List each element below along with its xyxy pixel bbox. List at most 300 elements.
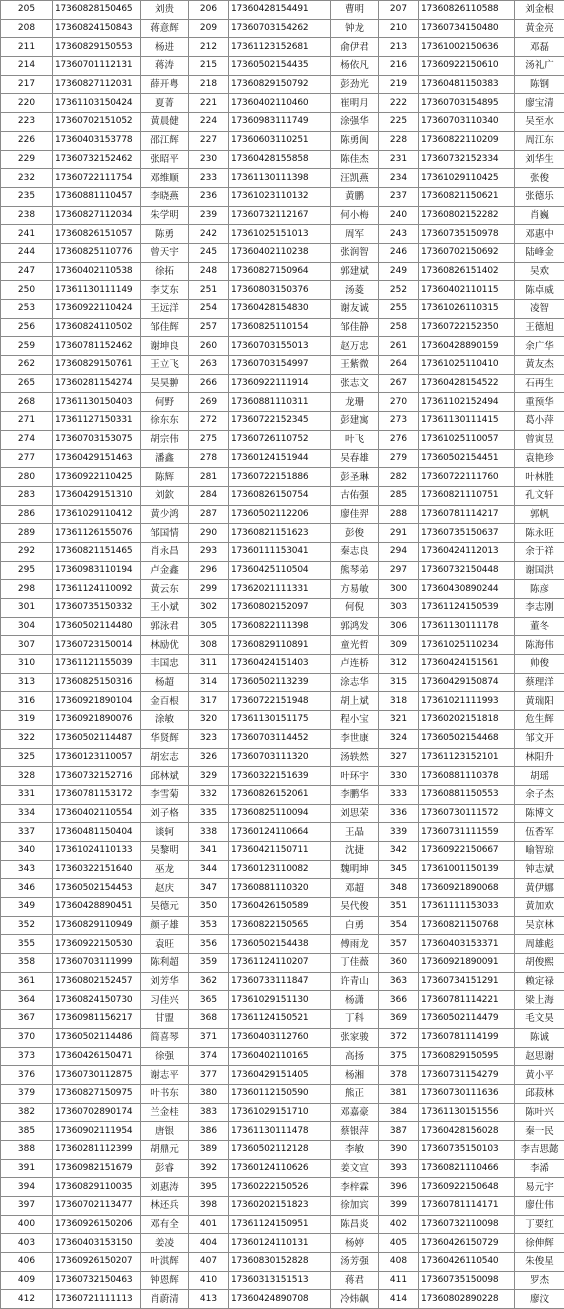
table-row [1, 935, 564, 954]
id-number-cell: 17360922110424 [53, 300, 141, 319]
id-number-cell: 17360430890244 [419, 580, 515, 599]
seq-number-cell: 369 [379, 1010, 419, 1029]
id-number-cell: 17360426150471 [53, 1047, 141, 1066]
seq-number-cell: 313 [1, 673, 53, 692]
seq-number-cell: 264 [379, 356, 419, 375]
name-cell: 李世康 [331, 729, 379, 748]
id-number-cell: 17360702890174 [53, 1103, 141, 1122]
name-cell: 李浠 [515, 1159, 564, 1178]
id-number-cell: 17360827150964 [229, 262, 331, 281]
id-number-cell: 17360829150553 [53, 38, 141, 57]
name-cell: 潘鑫 [141, 449, 189, 468]
name-cell: 李吉思懿 [515, 1140, 564, 1159]
name-cell: 肖巍 [515, 206, 564, 225]
seq-number-cell: 288 [379, 505, 419, 524]
name-cell: 易元宇 [515, 1178, 564, 1197]
id-number-cell: 17360982151679 [53, 1159, 141, 1178]
name-cell: 俞伊君 [331, 38, 379, 57]
name-cell: 胡瑶 [515, 767, 564, 786]
id-number-cell: 17360829110949 [53, 916, 141, 935]
id-number-cell: 17360827150975 [53, 1084, 141, 1103]
name-cell: 黄少鸿 [141, 505, 189, 524]
id-number-cell: 17360112150590 [229, 1084, 331, 1103]
name-cell: 魏明坤 [331, 860, 379, 879]
name-cell: 帅俊 [515, 655, 564, 674]
seq-number-cell: 355 [1, 935, 53, 954]
name-cell: 黄加欢 [515, 898, 564, 917]
name-cell: 廖汶 [515, 1290, 564, 1309]
seq-number-cell: 221 [189, 94, 229, 113]
id-number-cell: 17360731154279 [419, 1066, 515, 1085]
id-number-cell: 17360402110538 [53, 262, 141, 281]
id-number-cell: 17360803150376 [229, 281, 331, 300]
seq-number-cell: 302 [189, 599, 229, 618]
seq-number-cell: 230 [189, 150, 229, 169]
name-cell: 兰金桂 [141, 1103, 189, 1122]
name-cell: 陈佳杰 [331, 150, 379, 169]
table-row [1, 972, 564, 991]
id-number-cell: 17360781153172 [53, 785, 141, 804]
table-row [1, 804, 564, 823]
id-number-cell: 17360921890068 [419, 879, 515, 898]
name-cell: 肖蔚清 [141, 1290, 189, 1309]
id-number-cell: 17360428890159 [419, 337, 515, 356]
seq-number-cell: 222 [379, 94, 419, 113]
id-number-cell: 17360824110502 [53, 318, 141, 337]
name-cell: 邵江辉 [141, 131, 189, 150]
name-cell: 杨湘 [331, 1066, 379, 1085]
name-cell: 郭帆 [515, 505, 564, 524]
id-number-cell: 17360830152828 [229, 1253, 331, 1272]
id-number-cell: 17360703110340 [419, 113, 515, 132]
table-row [1, 262, 564, 281]
seq-number-cell: 342 [379, 841, 419, 860]
table-row [1, 1066, 564, 1085]
id-number-cell: 17360735150103 [419, 1140, 515, 1159]
name-cell: 徐东东 [141, 412, 189, 431]
name-cell: 汤礼广 [515, 57, 564, 76]
name-cell: 陆峰金 [515, 243, 564, 262]
seq-number-cell: 294 [379, 542, 419, 561]
table-row [1, 449, 564, 468]
name-cell: 黄伊娜 [515, 879, 564, 898]
seq-number-cell: 366 [379, 991, 419, 1010]
id-number-cell: 17360723150014 [53, 636, 141, 655]
table-row [1, 823, 564, 842]
name-cell: 郭鸿发 [331, 617, 379, 636]
name-cell: 陈钢 [515, 75, 564, 94]
seq-number-cell: 210 [379, 19, 419, 38]
id-number-cell: 17360701112131 [53, 57, 141, 76]
id-number-cell: 17360481150404 [53, 823, 141, 842]
id-number-cell: 17360429151405 [229, 1066, 331, 1085]
table-row [1, 841, 564, 860]
table-row [1, 356, 564, 375]
name-cell: 何倪 [331, 599, 379, 618]
seq-number-cell: 248 [189, 262, 229, 281]
seq-number-cell: 224 [189, 113, 229, 132]
id-number-cell: 17362021111331 [229, 580, 331, 599]
name-cell: 谢志平 [141, 1066, 189, 1085]
seq-number-cell: 303 [379, 599, 419, 618]
name-cell: 张润智 [331, 243, 379, 262]
table-row [1, 1010, 564, 1029]
id-number-cell: 17360735150978 [419, 225, 515, 244]
seq-number-cell: 389 [189, 1140, 229, 1159]
name-cell: 邓磊 [515, 38, 564, 57]
id-number-cell: 17360824150730 [53, 991, 141, 1010]
name-cell: 汤菱 [331, 281, 379, 300]
id-number-cell: 17360703114452 [229, 729, 331, 748]
seq-number-cell: 257 [189, 318, 229, 337]
table-row [1, 187, 564, 206]
seq-number-cell: 282 [379, 468, 419, 487]
seq-number-cell: 344 [189, 860, 229, 879]
seq-number-cell: 223 [1, 113, 53, 132]
id-number-cell: 17361001150139 [419, 860, 515, 879]
name-cell: 汤芳强 [331, 1253, 379, 1272]
name-cell: 李敏 [331, 1140, 379, 1159]
seq-number-cell: 370 [1, 1028, 53, 1047]
seq-number-cell: 404 [189, 1234, 229, 1253]
name-cell: 许青山 [331, 972, 379, 991]
table-row [1, 1122, 564, 1141]
id-number-cell: 17360222150526 [229, 1178, 331, 1197]
id-number-cell: 17360123110082 [229, 860, 331, 879]
name-cell: 邹国情 [141, 524, 189, 543]
seq-number-cell: 246 [379, 243, 419, 262]
seq-number-cell: 332 [189, 785, 229, 804]
table-row [1, 75, 564, 94]
id-number-cell: 17360825110776 [53, 243, 141, 262]
name-cell: 罗杰 [515, 1271, 564, 1290]
id-number-cell: 17360881110320 [229, 879, 331, 898]
name-cell: 冷炜飙 [331, 1290, 379, 1309]
seq-number-cell: 318 [379, 692, 419, 711]
table-row [1, 1084, 564, 1103]
name-cell: 薛开粤 [141, 75, 189, 94]
id-number-cell: 17360732110098 [419, 1215, 515, 1234]
name-cell: 梁上海 [515, 991, 564, 1010]
seq-number-cell: 391 [1, 1159, 53, 1178]
table-row [1, 300, 564, 319]
id-number-cell: 17360826110588 [419, 1, 515, 20]
seq-number-cell: 289 [1, 524, 53, 543]
seq-number-cell: 258 [379, 318, 419, 337]
id-number-cell: 17360732152334 [419, 150, 515, 169]
name-cell: 黄小平 [515, 1066, 564, 1085]
name-cell: 邓超 [331, 879, 379, 898]
seq-number-cell: 254 [189, 300, 229, 319]
seq-number-cell: 309 [379, 636, 419, 655]
seq-number-cell: 215 [189, 57, 229, 76]
name-cell: 甘盟 [141, 1010, 189, 1029]
id-number-cell: 17360781114199 [419, 1028, 515, 1047]
id-number-cell: 17360428156028 [419, 1122, 515, 1141]
name-cell: 刘华生 [515, 150, 564, 169]
seq-number-cell: 383 [189, 1103, 229, 1122]
name-cell: 华贤辉 [141, 729, 189, 748]
seq-number-cell: 283 [1, 486, 53, 505]
table-row [1, 1271, 564, 1290]
name-cell: 谢友诚 [331, 300, 379, 319]
seq-number-cell: 225 [379, 113, 419, 132]
id-number-cell: 17360502154468 [419, 729, 515, 748]
seq-number-cell: 412 [1, 1290, 53, 1309]
seq-number-cell: 401 [189, 1215, 229, 1234]
name-cell: 彭建寓 [331, 412, 379, 431]
seq-number-cell: 205 [1, 1, 53, 20]
name-cell: 陈勇 [141, 225, 189, 244]
name-cell: 张俊 [515, 169, 564, 188]
name-cell: 傅雨龙 [331, 935, 379, 954]
seq-number-cell: 206 [189, 1, 229, 20]
seq-number-cell: 245 [189, 243, 229, 262]
name-cell: 黄友杰 [515, 356, 564, 375]
id-number-cell: 17360502154453 [53, 879, 141, 898]
table-row [1, 486, 564, 505]
table-row [1, 243, 564, 262]
seq-number-cell: 351 [379, 898, 419, 917]
seq-number-cell: 278 [189, 449, 229, 468]
id-number-cell: 17360703154895 [419, 94, 515, 113]
id-number-cell: 17361124150539 [419, 599, 515, 618]
seq-number-cell: 239 [189, 206, 229, 225]
id-number-cell: 17360124110131 [229, 1234, 331, 1253]
seq-number-cell: 325 [1, 748, 53, 767]
name-cell: 袁旺 [141, 935, 189, 954]
id-number-cell: 17360322151640 [53, 860, 141, 879]
seq-number-cell: 357 [379, 935, 419, 954]
table-row [1, 206, 564, 225]
id-number-cell: 17360702150692 [419, 243, 515, 262]
name-cell: 巫龙 [141, 860, 189, 879]
seq-number-cell: 328 [1, 767, 53, 786]
seq-number-cell: 359 [189, 954, 229, 973]
name-cell: 李艾东 [141, 281, 189, 300]
id-number-cell: 17361124150521 [229, 1010, 331, 1029]
name-cell: 钟志斌 [515, 860, 564, 879]
table-row [1, 38, 564, 57]
seq-number-cell: 323 [189, 729, 229, 748]
name-cell: 卢金鑫 [141, 561, 189, 580]
table-row [1, 542, 564, 561]
name-cell: 郭建斌 [331, 262, 379, 281]
name-cell: 胡俊熙 [515, 954, 564, 973]
id-number-cell: 17360703111320 [229, 748, 331, 767]
seq-number-cell: 214 [1, 57, 53, 76]
name-cell: 黄晨健 [141, 113, 189, 132]
name-cell: 蔡理洋 [515, 673, 564, 692]
seq-number-cell: 347 [189, 879, 229, 898]
seq-number-cell: 376 [1, 1066, 53, 1085]
id-number-cell: 17361130111178 [419, 617, 515, 636]
seq-number-cell: 400 [1, 1215, 53, 1234]
seq-number-cell: 307 [1, 636, 53, 655]
id-number-cell: 17360828150465 [53, 1, 141, 20]
id-number-cell: 17360722152350 [419, 318, 515, 337]
name-cell: 曾寅昱 [515, 430, 564, 449]
id-number-cell: 17360426110540 [419, 1253, 515, 1272]
table-row [1, 580, 564, 599]
seq-number-cell: 213 [379, 38, 419, 57]
name-cell: 杨婷 [331, 1234, 379, 1253]
seq-number-cell: 337 [1, 823, 53, 842]
seq-number-cell: 394 [1, 1178, 53, 1197]
id-number-cell: 17360403112760 [229, 1028, 331, 1047]
seq-number-cell: 316 [1, 692, 53, 711]
id-number-cell: 17360802152282 [419, 206, 515, 225]
id-number-cell: 17360281154274 [53, 374, 141, 393]
name-cell: 葛小萍 [515, 412, 564, 431]
id-number-cell: 17361130150403 [53, 393, 141, 412]
seq-number-cell: 333 [379, 785, 419, 804]
seq-number-cell: 397 [1, 1197, 53, 1216]
seq-number-cell: 269 [189, 393, 229, 412]
id-number-cell: 17361130111149 [53, 281, 141, 300]
name-cell: 重预华 [515, 393, 564, 412]
seq-number-cell: 237 [379, 187, 419, 206]
id-number-cell: 17360722151886 [229, 468, 331, 487]
id-number-cell: 17360983111749 [229, 113, 331, 132]
name-cell: 丰国忠 [141, 655, 189, 674]
seq-number-cell: 292 [1, 542, 53, 561]
table-row [1, 1197, 564, 1216]
id-number-cell: 17360402110165 [229, 1047, 331, 1066]
seq-number-cell: 277 [1, 449, 53, 468]
id-number-cell: 17361124110092 [53, 580, 141, 599]
table-body [1, 1, 564, 1309]
seq-number-cell: 330 [379, 767, 419, 786]
name-cell: 王立飞 [141, 356, 189, 375]
name-cell: 刘思荣 [331, 804, 379, 823]
id-number-cell: 17360428154830 [229, 300, 331, 319]
seq-number-cell: 340 [1, 841, 53, 860]
seq-number-cell: 232 [1, 169, 53, 188]
id-number-cell: 17360403153371 [419, 935, 515, 954]
name-cell: 李晓燕 [141, 187, 189, 206]
name-cell: 陈勇闽 [331, 131, 379, 150]
table-row [1, 1028, 564, 1047]
id-number-cell: 17360202151823 [229, 1197, 331, 1216]
seq-number-cell: 272 [189, 412, 229, 431]
id-number-cell: 17360827112031 [53, 75, 141, 94]
table-row [1, 19, 564, 38]
name-cell: 董冬 [515, 617, 564, 636]
seq-number-cell: 271 [1, 412, 53, 431]
id-number-cell: 17360703153075 [53, 430, 141, 449]
seq-number-cell: 291 [379, 524, 419, 543]
id-number-cell: 17360702113477 [53, 1197, 141, 1216]
seq-number-cell: 375 [379, 1047, 419, 1066]
id-number-cell: 17360734150480 [419, 19, 515, 38]
id-number-cell: 17360502154451 [419, 449, 515, 468]
seq-number-cell: 293 [189, 542, 229, 561]
name-cell: 李志刚 [515, 599, 564, 618]
name-cell: 王小斌 [141, 599, 189, 618]
name-cell: 邓惠中 [515, 225, 564, 244]
id-number-cell: 17360202151818 [419, 711, 515, 730]
id-number-cell: 17360829110035 [53, 1178, 141, 1197]
id-number-cell: 17360426150589 [229, 898, 331, 917]
seq-number-cell: 268 [1, 393, 53, 412]
seq-number-cell: 256 [1, 318, 53, 337]
seq-number-cell: 243 [379, 225, 419, 244]
name-cell: 王紫微 [331, 356, 379, 375]
id-number-cell: 17360802152457 [53, 972, 141, 991]
id-number-cell: 17360881150553 [419, 785, 515, 804]
name-cell: 朱学明 [141, 206, 189, 225]
seq-number-cell: 247 [1, 262, 53, 281]
seq-number-cell: 387 [379, 1122, 419, 1141]
seq-number-cell: 380 [189, 1084, 229, 1103]
name-cell: 叶飞 [331, 430, 379, 449]
name-cell: 夏菁 [141, 94, 189, 113]
id-number-cell: 17360722111754 [53, 169, 141, 188]
seq-number-cell: 220 [1, 94, 53, 113]
id-number-cell: 17360821151465 [53, 542, 141, 561]
name-cell: 丁佳薇 [331, 954, 379, 973]
name-cell: 廖仕伟 [515, 1197, 564, 1216]
id-number-cell: 17360824150843 [53, 19, 141, 38]
id-number-cell: 17360703111999 [53, 954, 141, 973]
id-number-cell: 17360403153150 [53, 1234, 141, 1253]
seq-number-cell: 320 [189, 711, 229, 730]
seq-number-cell: 234 [379, 169, 419, 188]
table-row [1, 318, 564, 337]
name-cell: 石再生 [515, 374, 564, 393]
id-number-cell: 17360722111760 [419, 468, 515, 487]
id-number-cell: 17360603110251 [229, 131, 331, 150]
name-cell: 涂志华 [331, 673, 379, 692]
name-cell: 吴黎明 [141, 841, 189, 860]
id-number-cell: 17360902111954 [53, 1122, 141, 1141]
name-cell: 李雪菊 [141, 785, 189, 804]
name-cell: 陈博文 [515, 804, 564, 823]
seq-number-cell: 267 [379, 374, 419, 393]
id-number-cell: 17360111153041 [229, 542, 331, 561]
id-number-cell: 17360821150768 [419, 916, 515, 935]
id-number-cell: 17361126155076 [53, 524, 141, 543]
seq-number-cell: 338 [189, 823, 229, 842]
seq-number-cell: 298 [1, 580, 53, 599]
name-cell: 廖佳羿 [331, 505, 379, 524]
seq-number-cell: 334 [1, 804, 53, 823]
seq-number-cell: 285 [379, 486, 419, 505]
seq-number-cell: 308 [189, 636, 229, 655]
seq-number-cell: 229 [1, 150, 53, 169]
name-cell: 廖宝清 [515, 94, 564, 113]
name-cell: 高扬 [331, 1047, 379, 1066]
seq-number-cell: 219 [379, 75, 419, 94]
table-row [1, 150, 564, 169]
id-number-cell: 17361123152101 [419, 748, 515, 767]
name-cell: 童光哲 [331, 636, 379, 655]
seq-number-cell: 336 [379, 804, 419, 823]
seq-number-cell: 362 [189, 972, 229, 991]
id-number-cell: 17360402110115 [419, 281, 515, 300]
name-cell: 袁艳珍 [515, 449, 564, 468]
table-row [1, 860, 564, 879]
name-cell: 余于祥 [515, 542, 564, 561]
id-number-cell: 17360781114217 [419, 505, 515, 524]
table-row [1, 430, 564, 449]
id-number-cell: 17360781152462 [53, 337, 141, 356]
seq-number-cell: 411 [379, 1271, 419, 1290]
seq-number-cell: 385 [1, 1122, 53, 1141]
seq-number-cell: 386 [189, 1122, 229, 1141]
seq-number-cell: 321 [379, 711, 419, 730]
